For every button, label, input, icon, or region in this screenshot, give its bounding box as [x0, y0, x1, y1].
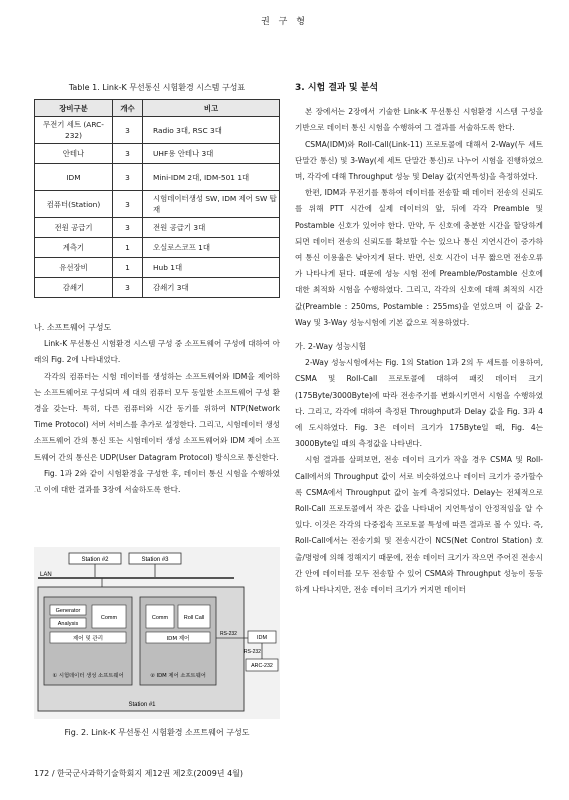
sw1-label: ① 시험데이터 생성 소프트웨어: [52, 673, 124, 679]
software-architecture-diagram: [34, 547, 280, 719]
table-cell-count: 3: [113, 278, 143, 298]
section-subheading: 가. 2-Way 성능시험: [295, 342, 367, 352]
running-header-author: 권 구 형: [261, 17, 308, 27]
table-row: [35, 218, 280, 238]
table-cell-note: Mini-IDM 2대, IDM-501 1대: [143, 164, 280, 191]
idm-control-label: IDM 제어: [166, 636, 190, 642]
table-cell-note: UHF용 안테나 3대: [143, 144, 280, 164]
table-cell-note: Hub 1대: [143, 258, 280, 278]
analysis-label: Analysis: [57, 621, 79, 627]
table-cell-equipment: IDM: [35, 164, 113, 191]
table-header-row: [35, 100, 280, 117]
table-cell-equipment: 계측기: [35, 238, 113, 258]
left-column-text: [34, 320, 280, 498]
paragraph: 2-Way 성능시험에서는 Fig. 1의 Station 1과 2의 두 세트를 이용하여, CSMA 및 Roll-Call 프로토콜에 대하여 패킷 데이터 크기(175Byte/3000Byte)에 따라 전송주기를 변화시키면서 시험을 수행하였다. 그리고, 각각에 대하여 측정된 Throughput과 Delay 값을 Fig. 3과 4에 도시하였다. Fig. 3은 데이터 크기가 175Byte일 때, Fig. 4는 3000Byte일 때의 측정값을 나타낸다.: [295, 358, 543, 449]
generator-label: Generator: [55, 608, 81, 614]
comm-label: Comm: [100, 615, 118, 621]
station-1-label: Station #1: [128, 702, 156, 708]
table-cell-count: 3: [113, 191, 143, 218]
section-heading: 3. 시험 결과 및 분석: [295, 83, 379, 93]
lan-label: LAN: [40, 572, 52, 578]
table-cell-note: 감쇄기 3대: [143, 278, 280, 298]
paragraph: CSMA(IDM)와 Roll-Call(Link-11) 프로토콜에 대해서 2-Way(두 세트 단말간 통신) 및 3-Way(세 세트 단말간 통신)로 나누어 시험을 진행하였으며, 각각에 대해 Throughput 성능 및 Delay 값(지연특성)을 측정하였다.: [295, 139, 543, 182]
table-row: [35, 278, 280, 298]
figure-2-diagram: [34, 547, 280, 719]
table-cell-note: 오실로스코프 1대: [143, 238, 280, 258]
rs232-label: RS-232: [220, 631, 237, 637]
idm-label: IDM: [256, 635, 268, 641]
paragraph: Link-K 무선통신 시험환경 시스템 구성 중 소프트웨어 구성에 대하여 아래의 Fig. 2에 나타내었다.: [34, 339, 280, 365]
rollcall-label: Roll Call: [183, 615, 205, 621]
station-2-label: Station #2: [81, 557, 109, 563]
table-row: [35, 238, 280, 258]
paragraph: 본 장에서는 2장에서 기술한 Link-K 무선통신 시험환경 시스템 구성을 기반으로 데이터 통신 시험을 수행하여 그 결과를 서술하도록 한다.: [295, 107, 543, 133]
table-row: [35, 191, 280, 218]
paragraph: 각각의 컴퓨터는 시험 데이터를 생성하는 소프트웨어와 IDM을 제어하는 소프트웨어로 구성되며 세 대의 컴퓨터 모두 동일한 소프트웨어 구성 환경을 갖는다. 특히, 다른 컴퓨터와 시간 동기를 위하여 NTP(Network Time Protocol) 서버 서비스를 추가로 설정한다. 그리고, 시험데이터 생성 소프트웨어 간의 통신 또는 시험데이터 생성 소프트웨어와 IDM 제어 소프트웨어 간의 통신은 UDP(User Datagram Protocol) 방식으로 통신한다.: [34, 371, 280, 462]
table-row: [35, 144, 280, 164]
section-subheading: 나. 소프트웨어 구성도: [34, 323, 112, 332]
table-cell-count: 3: [113, 117, 143, 144]
table-row: [35, 164, 280, 191]
table-cell-equipment: 컴퓨터(Station): [35, 191, 113, 218]
table-cell-count: 1: [113, 238, 143, 258]
paragraph: Fig. 1과 2와 같이 시험환경을 구성한 후, 데이터 통신 시험을 수행하였고 이에 대한 결과를 3장에 서술하도록 한다.: [34, 468, 280, 495]
paragraph: 한편, IDM과 무전기를 통하여 데이터를 전송할 때 데이터 전송의 신뢰도를 위해 PTT 시간에 실제 데이터의 앞, 뒤에 각각 Preamble 및 Postamble 신호가 있어야 한다. 만약, 두 신호에 충분한 시간을 할당하게 되면 데이터 전송의 신뢰도를 확보할 수는 있으나 통신 지연시간이 증가하여 통신 이용율은 낮아지게 된다. 반면, 신호 시간이 너무 짧으면 전송오류가 나타나게 된다. 때문에 성능 시험 전에 Preamble/Postamble 신호에 대한 최적화 시험을 수행하였다. 그리고, 각각의 신호에 대해 최적의 시간 값(Preamble : 250ms, Postamble : 255ms)을 얻었으며 이 값을 2-Way 및 3-Way 성능시험에 기본 값으로 적용하였다.: [295, 188, 543, 327]
table-row: [35, 258, 280, 278]
table-row: [35, 117, 280, 144]
table-cell-count: 3: [113, 164, 143, 191]
table-caption: Table 1. Link-K 무선통신 시험환경 시스템 구성표: [68, 83, 246, 92]
table-header-cell: 비고: [143, 100, 280, 117]
comm-label: Comm: [151, 615, 169, 621]
table-cell-note: 전원 공급기 3대: [143, 218, 280, 238]
table-cell-count: 1: [113, 258, 143, 278]
station-3-label: Station #3: [141, 557, 169, 563]
table-cell-equipment: 전원 공급기: [35, 218, 113, 238]
table-header-cell: 개수: [113, 100, 143, 117]
equipment-table: [34, 99, 280, 298]
table-cell-count: 3: [113, 144, 143, 164]
table-cell-equipment: 유선장비: [35, 258, 113, 278]
sw2-label: ② IDM 제어 소프트웨어: [150, 673, 206, 679]
table-cell-note: Radio 3대, RSC 3대: [143, 117, 280, 144]
right-column-text: [295, 80, 543, 598]
table-cell-equipment: 안테나: [35, 144, 113, 164]
arc232-label: ARC-232: [251, 663, 273, 669]
table-cell-note: 시험데이터생성 SW, IDM 제어 SW 탑재: [143, 191, 280, 218]
figure-caption: Fig. 2. Link-K 무선통신 시험환경 소프트웨어 구성도: [64, 728, 250, 737]
rs232-label: RS-232: [244, 649, 261, 655]
table-header-cell: 장비구분: [35, 100, 113, 117]
table-cell-equipment: 감쇄기: [35, 278, 113, 298]
paragraph: 시험 결과를 살펴보면, 전송 데이터 크기가 작을 경우 CSMA 및 Roll-Call에서의 Throughput 값이 서로 비슷하였으나 데이터 크기가 증가할수록 CSMA에서 Throughput 값이 높게 측정되었다. Delay는 전체적으로 Roll-Call 프로토콜에서 작은 값을 나타내어 지연특성이 안정적임을 알 수 있다. 이것은 각각의 다중접속 프로토콜 특성에 따른 결과로 볼 수 있다. 즉, Roll-Call에서는 전송기회 및 전송시간이 NCS(Net Control Station) 호출/명령에 의해 정해지기 때문에, 전송 데이터 크기가 작으면 주어진 전송시간 안에 데이터를 모두 전송할 수 있어 CSMA와 Throughput 성능이 동등하게 나타나지만, 전송 데이터 크기가 커지면 데이터: [295, 455, 543, 595]
control-label: 제어 및 관리: [72, 636, 104, 642]
table-cell-equipment: 무전기 세트 (ARC-232): [35, 117, 113, 144]
table-cell-count: 3: [113, 218, 143, 238]
page-footer: 172 / 한국군사과학기술학회지 제12권 제2호(2009년 4월): [34, 769, 244, 778]
